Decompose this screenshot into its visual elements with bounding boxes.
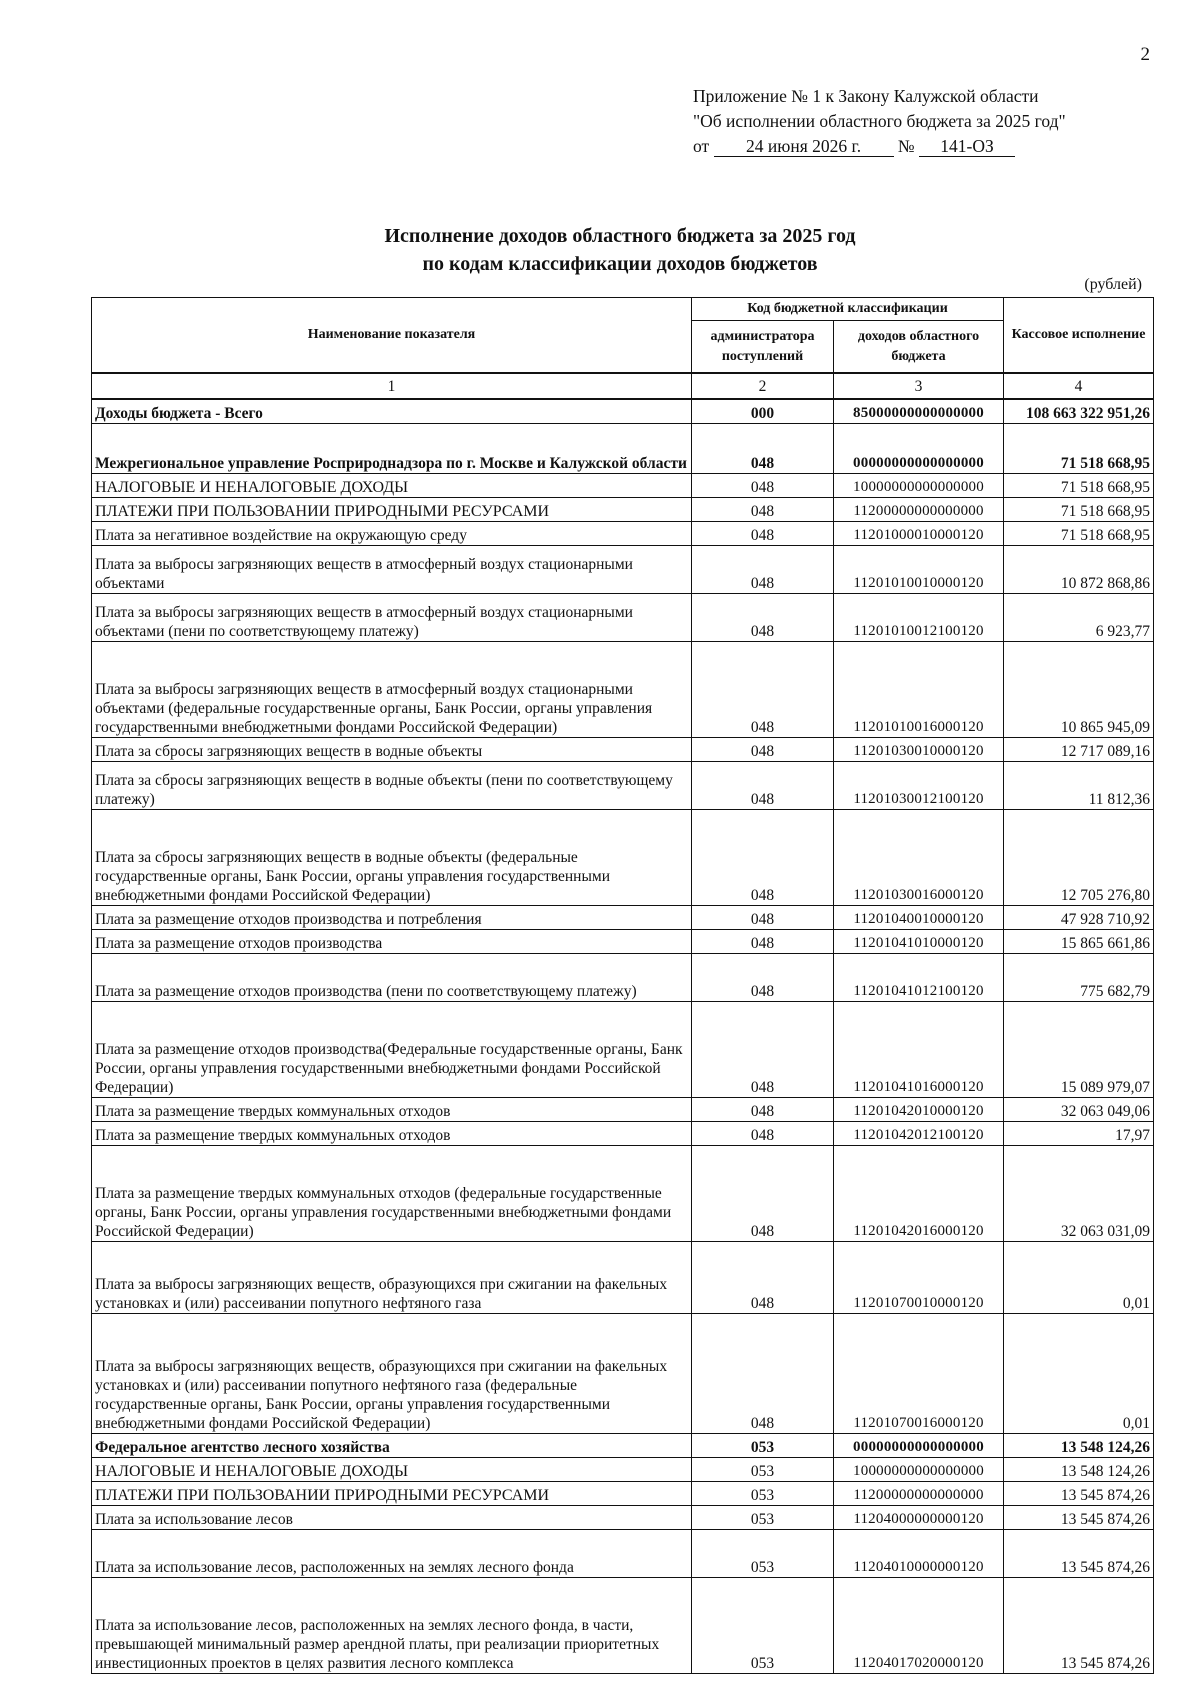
revenue-code: 11201030012100120 bbox=[834, 761, 1004, 809]
cash-execution: 13 545 874,26 bbox=[1004, 1505, 1154, 1529]
indicator-name: Плата за негативное воздействие на окружающую среду bbox=[92, 521, 692, 545]
indicator-name: Плата за выбросы загрязняющих веществ, образующихся при сжигании на факельных установках и (или) рассеивании попутного нефтяного газа bbox=[92, 1241, 692, 1313]
table-row bbox=[92, 1001, 1154, 1097]
title-line-2: по кодам классификации доходов бюджетов bbox=[422, 253, 818, 275]
date-prefix: от bbox=[693, 136, 710, 156]
table-row bbox=[92, 1241, 1154, 1313]
table-row bbox=[92, 399, 1154, 423]
indicator-name: Плата за размещение твердых коммунальных отходов bbox=[92, 1121, 692, 1145]
revenue-code: 85000000000000000 bbox=[834, 399, 1004, 423]
revenue-table bbox=[91, 297, 1154, 1674]
revenue-code: 11201042012100120 bbox=[834, 1121, 1004, 1145]
cash-execution: 108 663 322 951,26 bbox=[1004, 399, 1154, 423]
indicator-name: Плата за сбросы загрязняющих веществ в водные объекты (федеральные государственные органы, Банк России, органы управления государственными внебюджетными фондами Российской Федерации) bbox=[92, 809, 692, 905]
cash-execution: 17,97 bbox=[1004, 1121, 1154, 1145]
indicator-name: НАЛОГОВЫЕ И НЕНАЛОГОВЫЕ ДОХОДЫ bbox=[92, 1457, 692, 1481]
admin-code: 048 bbox=[692, 929, 834, 953]
table-row bbox=[92, 1433, 1154, 1457]
indicator-name: Плата за выбросы загрязняющих веществ, образующихся при сжигании на факельных установках и (или) рассеивании попутного нефтяного газа (федеральные государственные органы, Банк России, органы управления государственными внебюджетными фондами Российской Федерации) bbox=[92, 1313, 692, 1433]
appendix-header bbox=[693, 84, 1066, 159]
units-label: (рублей) bbox=[1084, 276, 1142, 293]
admin-code: 048 bbox=[692, 1313, 834, 1433]
indicator-name: Плата за размещение твердых коммунальных отходов (федеральные государственные органы, Банк России, органы управления государственными внебюджетными фондами Российской Федерации) bbox=[92, 1145, 692, 1241]
indicator-name: ПЛАТЕЖИ ПРИ ПОЛЬЗОВАНИИ ПРИРОДНЫМИ РЕСУРСАМИ bbox=[92, 1481, 692, 1505]
indicator-name: Плата за использование лесов, расположенных на землях лесного фонда bbox=[92, 1529, 692, 1577]
table-row bbox=[92, 1313, 1154, 1433]
table-row bbox=[92, 593, 1154, 641]
admin-code: 053 bbox=[692, 1505, 834, 1529]
admin-code: 048 bbox=[692, 737, 834, 761]
table-row bbox=[92, 809, 1154, 905]
indicator-name: Плата за сбросы загрязняющих веществ в водные объекты (пени по соответствующему платежу) bbox=[92, 761, 692, 809]
revenue-code: 11201041010000120 bbox=[834, 929, 1004, 953]
revenue-code: 11201041012100120 bbox=[834, 953, 1004, 1001]
revenue-code: 11201010016000120 bbox=[834, 641, 1004, 737]
cash-execution: 12 705 276,80 bbox=[1004, 809, 1154, 905]
appendix-line-1: Приложение № 1 к Закону Калужской области bbox=[693, 86, 1039, 106]
cash-execution: 0,01 bbox=[1004, 1241, 1154, 1313]
admin-code: 048 bbox=[692, 473, 834, 497]
admin-code: 053 bbox=[692, 1577, 834, 1673]
page-number: 2 bbox=[1140, 44, 1150, 65]
header-admin: администратора поступлений bbox=[692, 321, 834, 373]
cash-execution: 71 518 668,95 bbox=[1004, 497, 1154, 521]
cash-execution: 12 717 089,16 bbox=[1004, 737, 1154, 761]
cash-execution: 71 518 668,95 bbox=[1004, 521, 1154, 545]
indicator-name: Плата за размещение отходов производства(Федеральные государственные органы, Банк России, органы управления государственными внебюджетными фондами Российской Федерации) bbox=[92, 1001, 692, 1097]
indicator-name: Плата за размещение отходов производства bbox=[92, 929, 692, 953]
indicator-name: Плата за выбросы загрязняющих веществ в атмосферный воздух стационарными объектами (пени по соответствующему платежу) bbox=[92, 593, 692, 641]
indicator-name: Федеральное агентство лесного хозяйства bbox=[92, 1433, 692, 1457]
indicator-name: Плата за выбросы загрязняющих веществ в атмосферный воздух стационарными объектами bbox=[92, 545, 692, 593]
admin-code: 053 bbox=[692, 1457, 834, 1481]
admin-code: 048 bbox=[692, 521, 834, 545]
cash-execution: 71 518 668,95 bbox=[1004, 423, 1154, 473]
appendix-date-line bbox=[693, 134, 1066, 159]
cash-execution: 13 548 124,26 bbox=[1004, 1457, 1154, 1481]
column-number: 4 bbox=[1004, 373, 1154, 399]
revenue-code: 11201000010000120 bbox=[834, 521, 1004, 545]
indicator-name: Плата за размещение твердых коммунальных отходов bbox=[92, 1097, 692, 1121]
table-row bbox=[92, 1481, 1154, 1505]
admin-code: 048 bbox=[692, 905, 834, 929]
indicator-name: Плата за размещение отходов производства и потребления bbox=[92, 905, 692, 929]
admin-code: 048 bbox=[692, 1097, 834, 1121]
admin-code: 048 bbox=[692, 761, 834, 809]
cash-execution: 6 923,77 bbox=[1004, 593, 1154, 641]
law-number: 141-ОЗ bbox=[919, 137, 1015, 157]
indicator-name: ПЛАТЕЖИ ПРИ ПОЛЬЗОВАНИИ ПРИРОДНЫМИ РЕСУРСАМИ bbox=[92, 497, 692, 521]
indicator-name: Доходы бюджета - Всего bbox=[92, 399, 692, 423]
table-row bbox=[92, 761, 1154, 809]
admin-code: 048 bbox=[692, 641, 834, 737]
admin-code: 048 bbox=[692, 809, 834, 905]
header-amount: Кассовое исполнение bbox=[1004, 298, 1154, 374]
revenue-code: 11204000000000120 bbox=[834, 1505, 1004, 1529]
table-row bbox=[92, 953, 1154, 1001]
table-row bbox=[92, 521, 1154, 545]
document-title bbox=[0, 222, 1200, 278]
table-row bbox=[92, 737, 1154, 761]
revenue-code: 00000000000000000 bbox=[834, 423, 1004, 473]
cash-execution: 15 089 979,07 bbox=[1004, 1001, 1154, 1097]
title-line-1: Исполнение доходов областного бюджета за 2025 год bbox=[384, 225, 856, 247]
table-row bbox=[92, 1457, 1154, 1481]
cash-execution: 15 865 661,86 bbox=[1004, 929, 1154, 953]
admin-code: 048 bbox=[692, 1121, 834, 1145]
cash-execution: 32 063 031,09 bbox=[1004, 1145, 1154, 1241]
indicator-name: Плата за использование лесов, расположенных на землях лесного фонда, в части, превышающей минимальный размер арендной платы, при реализации приоритетных инвестиционных проектов в целях развития лесного комплекса bbox=[92, 1577, 692, 1673]
table-row bbox=[92, 905, 1154, 929]
cash-execution: 71 518 668,95 bbox=[1004, 473, 1154, 497]
revenue-code: 11201041016000120 bbox=[834, 1001, 1004, 1097]
cash-execution: 47 928 710,92 bbox=[1004, 905, 1154, 929]
header-name: Наименование показателя bbox=[92, 298, 692, 374]
revenue-code: 11201010010000120 bbox=[834, 545, 1004, 593]
indicator-name: Плата за сбросы загрязняющих веществ в водные объекты bbox=[92, 737, 692, 761]
admin-code: 048 bbox=[692, 497, 834, 521]
column-number: 2 bbox=[692, 373, 834, 399]
admin-code: 048 bbox=[692, 545, 834, 593]
header-revenue-code: доходов областного бюджета bbox=[834, 321, 1004, 373]
cash-execution: 13 548 124,26 bbox=[1004, 1433, 1154, 1457]
revenue-code: 11201070016000120 bbox=[834, 1313, 1004, 1433]
table-row bbox=[92, 423, 1154, 473]
revenue-code: 10000000000000000 bbox=[834, 1457, 1004, 1481]
admin-code: 048 bbox=[692, 1241, 834, 1313]
revenue-code: 11200000000000000 bbox=[834, 1481, 1004, 1505]
cash-execution: 32 063 049,06 bbox=[1004, 1097, 1154, 1121]
table-row bbox=[92, 1145, 1154, 1241]
revenue-code: 11201042016000120 bbox=[834, 1145, 1004, 1241]
cash-execution: 10 865 945,09 bbox=[1004, 641, 1154, 737]
revenue-code: 11201042010000120 bbox=[834, 1097, 1004, 1121]
revenue-code: 11201040010000120 bbox=[834, 905, 1004, 929]
indicator-name: Плата за размещение отходов производства (пени по соответствующему платежу) bbox=[92, 953, 692, 1001]
revenue-code: 11201070010000120 bbox=[834, 1241, 1004, 1313]
table-row bbox=[92, 1121, 1154, 1145]
table-row bbox=[92, 1097, 1154, 1121]
admin-code: 048 bbox=[692, 593, 834, 641]
column-number-row bbox=[92, 373, 1154, 399]
revenue-code: 11201030016000120 bbox=[834, 809, 1004, 905]
table-row bbox=[92, 1577, 1154, 1673]
admin-code: 048 bbox=[692, 1145, 834, 1241]
cash-execution: 13 545 874,26 bbox=[1004, 1529, 1154, 1577]
revenue-code: 11201030010000120 bbox=[834, 737, 1004, 761]
revenue-code: 11200000000000000 bbox=[834, 497, 1004, 521]
number-prefix: № bbox=[897, 136, 915, 156]
table-row bbox=[92, 473, 1154, 497]
indicator-name: НАЛОГОВЫЕ И НЕНАЛОГОВЫЕ ДОХОДЫ bbox=[92, 473, 692, 497]
column-number: 3 bbox=[834, 373, 1004, 399]
admin-code: 053 bbox=[692, 1481, 834, 1505]
indicator-name: Межрегиональное управление Росприроднадзора по г. Москве и Калужской области bbox=[92, 423, 692, 473]
cash-execution: 13 545 874,26 bbox=[1004, 1481, 1154, 1505]
table-row bbox=[92, 929, 1154, 953]
admin-code: 000 bbox=[692, 399, 834, 423]
cash-execution: 13 545 874,26 bbox=[1004, 1577, 1154, 1673]
indicator-name: Плата за выбросы загрязняющих веществ в атмосферный воздух стационарными объектами (федеральные государственные органы, Банк России, органы управления государственными внебюджетными фондами Российской Федерации) bbox=[92, 641, 692, 737]
table-row bbox=[92, 545, 1154, 593]
admin-code: 048 bbox=[692, 423, 834, 473]
column-number: 1 bbox=[92, 373, 692, 399]
admin-code: 053 bbox=[692, 1529, 834, 1577]
cash-execution: 10 872 868,86 bbox=[1004, 545, 1154, 593]
admin-code: 048 bbox=[692, 1001, 834, 1097]
cash-execution: 775 682,79 bbox=[1004, 953, 1154, 1001]
cash-execution: 0,01 bbox=[1004, 1313, 1154, 1433]
indicator-name: Плата за использование лесов bbox=[92, 1505, 692, 1529]
revenue-code: 11204017020000120 bbox=[834, 1577, 1004, 1673]
table-row bbox=[92, 641, 1154, 737]
admin-code: 053 bbox=[692, 1433, 834, 1457]
cash-execution: 11 812,36 bbox=[1004, 761, 1154, 809]
table-row bbox=[92, 1505, 1154, 1529]
header-classification-group: Код бюджетной классификации bbox=[692, 298, 1004, 321]
table-row bbox=[92, 497, 1154, 521]
revenue-code: 10000000000000000 bbox=[834, 473, 1004, 497]
law-date: 24 июня 2026 г. bbox=[714, 137, 894, 157]
admin-code: 048 bbox=[692, 953, 834, 1001]
appendix-line-2: "Об исполнении областного бюджета за 2025 год" bbox=[693, 111, 1066, 131]
revenue-code: 00000000000000000 bbox=[834, 1433, 1004, 1457]
revenue-code: 11204010000000120 bbox=[834, 1529, 1004, 1577]
table-row bbox=[92, 1529, 1154, 1577]
revenue-code: 11201010012100120 bbox=[834, 593, 1004, 641]
